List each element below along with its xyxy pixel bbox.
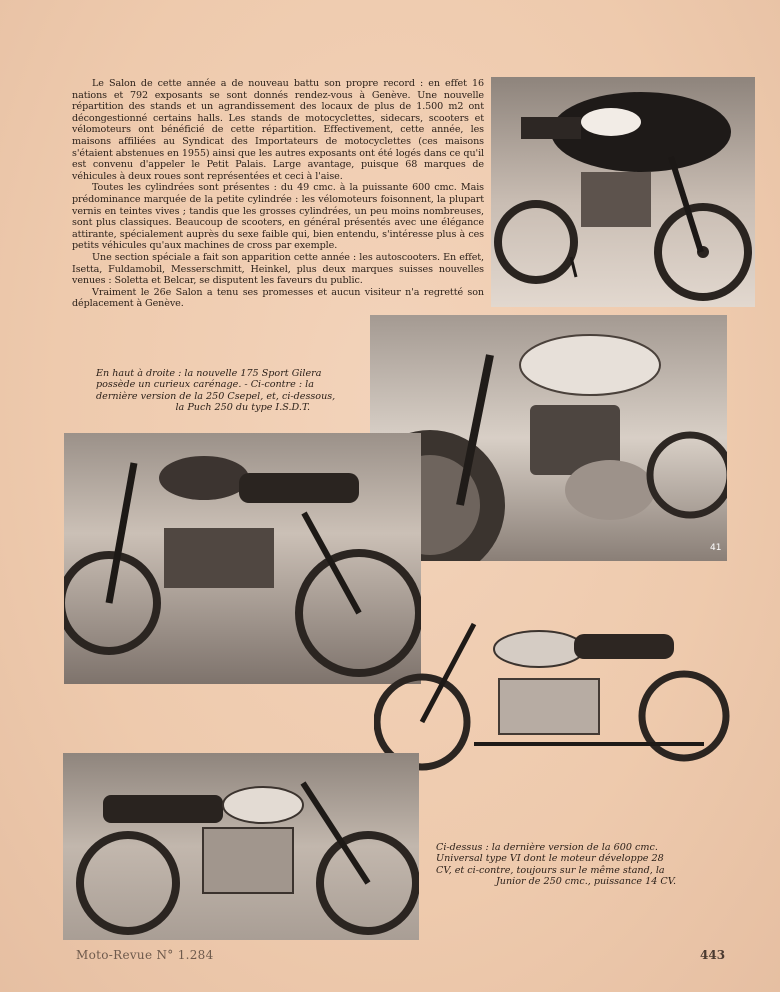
- csepel-motorcycle-illustration: [370, 315, 727, 561]
- universal-motorcycle-illustration: [374, 604, 734, 774]
- caption-bottom-line: Universal type VI dont le moteur développe 28: [436, 853, 664, 865]
- caption-bottom-line: CV, et ci-contre, toujours sur le même stand, la: [436, 864, 665, 876]
- article-body: [72, 78, 484, 310]
- svg-text:41: 41: [710, 543, 722, 553]
- footer-page-number: 443: [700, 948, 726, 962]
- article-paragraph-4: Vraiment le 26e Salon a tenu ses promesses et aucun visiteur n'a regretté son déplacement à Genève.: [72, 286, 484, 310]
- caption-bottom-line: Ci-dessus : la dernière version de la 600 cmc.: [436, 842, 658, 853]
- photo-universal-600-type-vi: [374, 604, 734, 774]
- puch-motorcycle-illustration: [64, 433, 421, 684]
- caption-top: [96, 368, 360, 414]
- gilera-motorcycle-illustration: [491, 77, 755, 307]
- caption-bottom: [436, 842, 706, 888]
- article-paragraph-2: Toutes les cylindrées sont présentes : du 49 cmc. à la puissante 600 cmc. Mais prédominance marquée de la petite cylindrée : les vélomoteurs foisonnent, la plupart vernis en teintes vives ; tandis que les grosses cylindrées, un peu moins nombreuses, sont plus classiques. Beaucoup de scooters, en général présentés avec une élégance attirante, spécialement auprès du sexe faible qui, bien entendu, s'intéresse plus à ces petits véhicules qu'aux machines de cross par exemple.: [72, 182, 484, 252]
- caption-top-line: la Puch 250 du type I.S.D.T.: [175, 402, 310, 414]
- photo-junior-250: [63, 753, 419, 940]
- photo-puch-250-isdt: [64, 433, 421, 684]
- photo-gilera-175-sport: [491, 77, 755, 307]
- caption-bottom-line: Junior de 250 cmc., puissance 14 CV.: [495, 876, 676, 888]
- article-paragraph-1: Le Salon de cette année a de nouveau battu son propre record : en effet 16 nations et 792 exposants se sont donnés rendez-vous à Genève. Une nouvelle répartition des stands et un agrandissement des locaux de plus de 1.500 m2 ont décongestionné certains halls. Les stands de motocyclettes, sidecars, scooters et vélomoteurs ont bénéficié de cette répartition. Effectivement, cette année, les maisons affiliées au Syndicat des Importateurs de motocyclettes (ces maisons s'étaient abstenues en 1955) ainsi que les autres exposants ont été logés dans ce qu'il est convenu d'appeler le Petit Palais. Large avantage, puisque 68 marques de véhicules à deux roues sont représentées et ceci à l'aise.: [72, 78, 484, 182]
- caption-top-line: possède un curieux carénage. - Ci-contre : la: [96, 379, 314, 391]
- caption-top-line: dernière version de la 250 Csepel, et, ci-dessous,: [96, 390, 336, 402]
- caption-top-line: En haut à droite : la nouvelle 175 Sport Gilera: [96, 368, 322, 379]
- article-paragraph-3: Une section spéciale a fait son apparition cette année : les autoscooters. En effet, Isetta, Fuldamobil, Messerschmitt, Heinkel, plus deux marques suisses nouvelles venues : Soletta et Belcar, se disputent les faveurs du public.: [72, 251, 484, 287]
- junior-motorcycle-illustration: [63, 753, 419, 940]
- photo-csepel-250: [370, 315, 727, 561]
- footer-magazine-issue: Moto-Revue N° 1.284: [76, 948, 214, 962]
